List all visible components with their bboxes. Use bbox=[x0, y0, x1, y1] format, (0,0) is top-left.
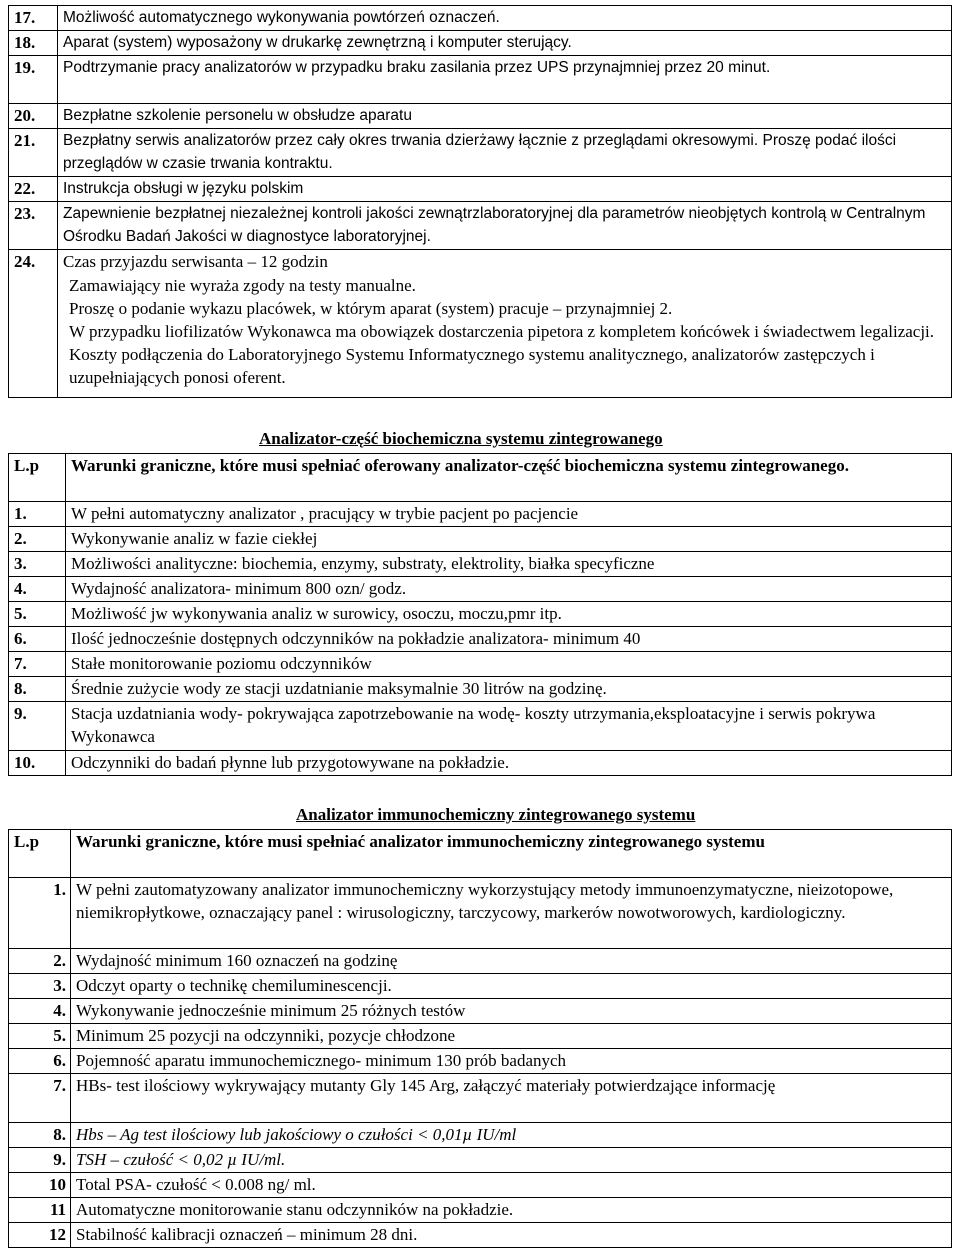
row-number: 3. bbox=[9, 974, 71, 999]
note: Zamawiający nie wyraża zgody na testy manualne. bbox=[69, 276, 416, 295]
table-row bbox=[9, 878, 952, 949]
row-number: 10. bbox=[9, 751, 66, 776]
row-text: Stacja uzdatniania wody- pokrywająca zapotrzebowanie na wodę- koszty utrzymania,eksploatacyjne i serwis pokrywa Wykonawca bbox=[66, 702, 952, 751]
row-number: 8. bbox=[9, 677, 66, 702]
row-text: Instrukcja obsługi w języku polskim bbox=[58, 177, 952, 202]
row-number: 2. bbox=[9, 949, 71, 974]
table-row bbox=[9, 1148, 952, 1173]
table-row bbox=[9, 104, 952, 129]
row-text: Hbs – Ag test ilościowy lub jakościowy o czułości < 0,01µ IU/ml bbox=[71, 1123, 952, 1148]
table-row bbox=[9, 974, 952, 999]
row-text: Bezpłatny serwis analizatorów przez cały okres trwania dzierżawy łącznie z przeglądami okresowymi. Proszę podać ilości przeglądów w czasie trwania kontraktu. bbox=[58, 129, 952, 177]
row-number: 24. bbox=[9, 250, 58, 398]
row-number: 12 bbox=[9, 1223, 71, 1248]
row-text: Total PSA- czułość < 0.008 ng/ ml. bbox=[71, 1173, 952, 1198]
header-lp: L.p bbox=[9, 454, 66, 502]
table-row bbox=[9, 1123, 952, 1148]
immunochemical-table bbox=[8, 829, 952, 1248]
notes bbox=[63, 273, 951, 389]
row-number: 4. bbox=[9, 999, 71, 1024]
top-requirements-table bbox=[8, 5, 952, 398]
table-row bbox=[9, 552, 952, 577]
header-lp: L.p bbox=[9, 830, 71, 878]
row-number: 6. bbox=[9, 1049, 71, 1074]
immunochemical-body bbox=[9, 830, 952, 1248]
table-row bbox=[9, 751, 952, 776]
table-row bbox=[9, 652, 952, 677]
top-requirements-body bbox=[9, 6, 952, 398]
row-text-with-notes bbox=[58, 250, 952, 398]
row-number: 5. bbox=[9, 1024, 71, 1049]
row-number: 3. bbox=[9, 552, 66, 577]
row-text: Automatyczne monitorowanie stanu odczynników na pokładzie. bbox=[71, 1198, 952, 1223]
table-header-row bbox=[9, 454, 952, 502]
row-number: 2. bbox=[9, 527, 66, 552]
header-text: Warunki graniczne, które musi spełniać analizator immunochemiczny zintegrowanego systemu bbox=[71, 830, 952, 878]
table-row bbox=[9, 56, 952, 104]
row-number: 6. bbox=[9, 627, 66, 652]
biochemical-table bbox=[8, 453, 952, 776]
row-number: 5. bbox=[9, 602, 66, 627]
row-number: 9. bbox=[9, 702, 66, 751]
row-text: Możliwość jw wykonywania analiz w surowicy, osoczu, moczu,pmr itp. bbox=[66, 602, 952, 627]
table-row bbox=[9, 129, 952, 177]
row-number: 7. bbox=[9, 1074, 71, 1123]
row-text: Stałe monitorowanie poziomu odczynników bbox=[66, 652, 952, 677]
row-number: 11 bbox=[9, 1198, 71, 1223]
row-number: 1. bbox=[9, 878, 71, 949]
table-row bbox=[9, 31, 952, 56]
row-text: Odczynniki do badań płynne lub przygotowywane na pokładzie. bbox=[66, 751, 952, 776]
row-number: 22. bbox=[9, 177, 58, 202]
row-number: 17. bbox=[9, 6, 58, 31]
row-number: 23. bbox=[9, 202, 58, 250]
table-row bbox=[9, 602, 952, 627]
table-row bbox=[9, 6, 952, 31]
table-row bbox=[9, 627, 952, 652]
row-text: Minimum 25 pozycji na odczynniki, pozycje chłodzone bbox=[71, 1024, 952, 1049]
note: Proszę o podanie wykazu placówek, w którym aparat (system) pracuje – przynajmniej 2. bbox=[69, 299, 673, 318]
table-row bbox=[9, 177, 952, 202]
row-number: 7. bbox=[9, 652, 66, 677]
row-text: W pełni zautomatyzowany analizator immunochemiczny wykorzystujący metody immunoenzymatyczne, nieizotopowe, niemikropłytkowe, oznaczający panel : wirusologiczny, tarczycowy, markerów nowotworowych, kardiologiczny. bbox=[71, 878, 952, 949]
table-row bbox=[9, 250, 952, 398]
table-row bbox=[9, 527, 952, 552]
row-text: Podtrzymanie pracy analizatorów w przypadku braku zasilania przez UPS przynajmniej przez 20 minut. bbox=[58, 56, 952, 104]
row-text: HBs- test ilościowy wykrywający mutanty Gly 145 Arg, załączyć materiały potwierdzające informację bbox=[71, 1074, 952, 1123]
section-title-biochemical: Analizator-część biochemiczna systemu zintegrowanego bbox=[259, 429, 663, 448]
table-row bbox=[9, 1198, 952, 1223]
row-text: Możliwości analityczne: biochemia, enzymy, substraty, elektrolity, białka specyficzne bbox=[66, 552, 952, 577]
row-number: 21. bbox=[9, 129, 58, 177]
row-text: Średnie zużycie wody ze stacji uzdatnianie maksymalnie 30 litrów na godzinę. bbox=[66, 677, 952, 702]
section-title-immunochemical: Analizator immunochemiczny zintegrowanego systemu bbox=[296, 805, 696, 824]
row-text: Wydajność minimum 160 oznaczeń na godzinę bbox=[71, 949, 952, 974]
table-row bbox=[9, 1024, 952, 1049]
table-row bbox=[9, 949, 952, 974]
row-text: Wykonywanie analiz w fazie ciekłej bbox=[66, 527, 952, 552]
row-number: 4. bbox=[9, 577, 66, 602]
table-header-row bbox=[9, 830, 952, 878]
row-number: 19. bbox=[9, 56, 58, 104]
row-number: 20. bbox=[9, 104, 58, 129]
table-row bbox=[9, 202, 952, 250]
biochemical-body bbox=[9, 454, 952, 776]
row-text: Stabilność kalibracji oznaczeń – minimum 28 dni. bbox=[71, 1223, 952, 1248]
row-text: Możliwość automatycznego wykonywania powtórzeń oznaczeń. bbox=[58, 6, 952, 31]
table-row bbox=[9, 1223, 952, 1248]
row-text: W pełni automatyczny analizator , pracujący w trybie pacjent po pacjencie bbox=[66, 502, 952, 527]
table-row bbox=[9, 702, 952, 751]
row-number: 1. bbox=[9, 502, 66, 527]
row-text: Pojemność aparatu immunochemicznego- minimum 130 prób badanych bbox=[71, 1049, 952, 1074]
table-row bbox=[9, 999, 952, 1024]
row-text: Zapewnienie bezpłatnej niezależnej kontroli jakości zewnątrzlaboratoryjnej dla parametrów nieobjętych kontrolą w Centralnym Ośrodku Badań Jakości w diagnostyce laboratoryjnej. bbox=[58, 202, 952, 250]
row-text: Ilość jednocześnie dostępnych odczynników na pokładzie analizatora- minimum 40 bbox=[66, 627, 952, 652]
row-text: Aparat (system) wyposażony w drukarkę zewnętrzną i komputer sterujący. bbox=[58, 31, 952, 56]
row-text: Czas przyjazdu serwisanta – 12 godzin bbox=[63, 252, 328, 271]
row-number: 9. bbox=[9, 1148, 71, 1173]
table-row bbox=[9, 1074, 952, 1123]
row-text: Odczyt oparty o technikę chemiluminescencji. bbox=[71, 974, 952, 999]
note: W przypadku liofilizatów Wykonawca ma obowiązek dostarczenia pipetora z kompletem końcówek i świadectwem legalizacji. Koszty podłączenia do Laboratoryjnego Systemu Informatycznego systemu analitycznego, analizatorów zastępczych i uzupełniających ponosi oferent. bbox=[69, 322, 935, 387]
row-text: Wydajność analizatora- minimum 800 ozn/ godz. bbox=[66, 577, 952, 602]
table-row bbox=[9, 1173, 952, 1198]
row-number: 8. bbox=[9, 1123, 71, 1148]
row-text: TSH – czułość < 0,02 µ IU/ml. bbox=[71, 1148, 952, 1173]
row-number: 10 bbox=[9, 1173, 71, 1198]
table-row bbox=[9, 577, 952, 602]
row-text: Bezpłatne szkolenie personelu w obsłudze aparatu bbox=[58, 104, 952, 129]
table-row bbox=[9, 502, 952, 527]
row-number: 18. bbox=[9, 31, 58, 56]
row-text: Wykonywanie jednocześnie minimum 25 różnych testów bbox=[71, 999, 952, 1024]
table-row bbox=[9, 677, 952, 702]
table-row bbox=[9, 1049, 952, 1074]
header-text: Warunki graniczne, które musi spełniać oferowany analizator-część biochemiczna systemu zintegrowanego. bbox=[66, 454, 952, 502]
